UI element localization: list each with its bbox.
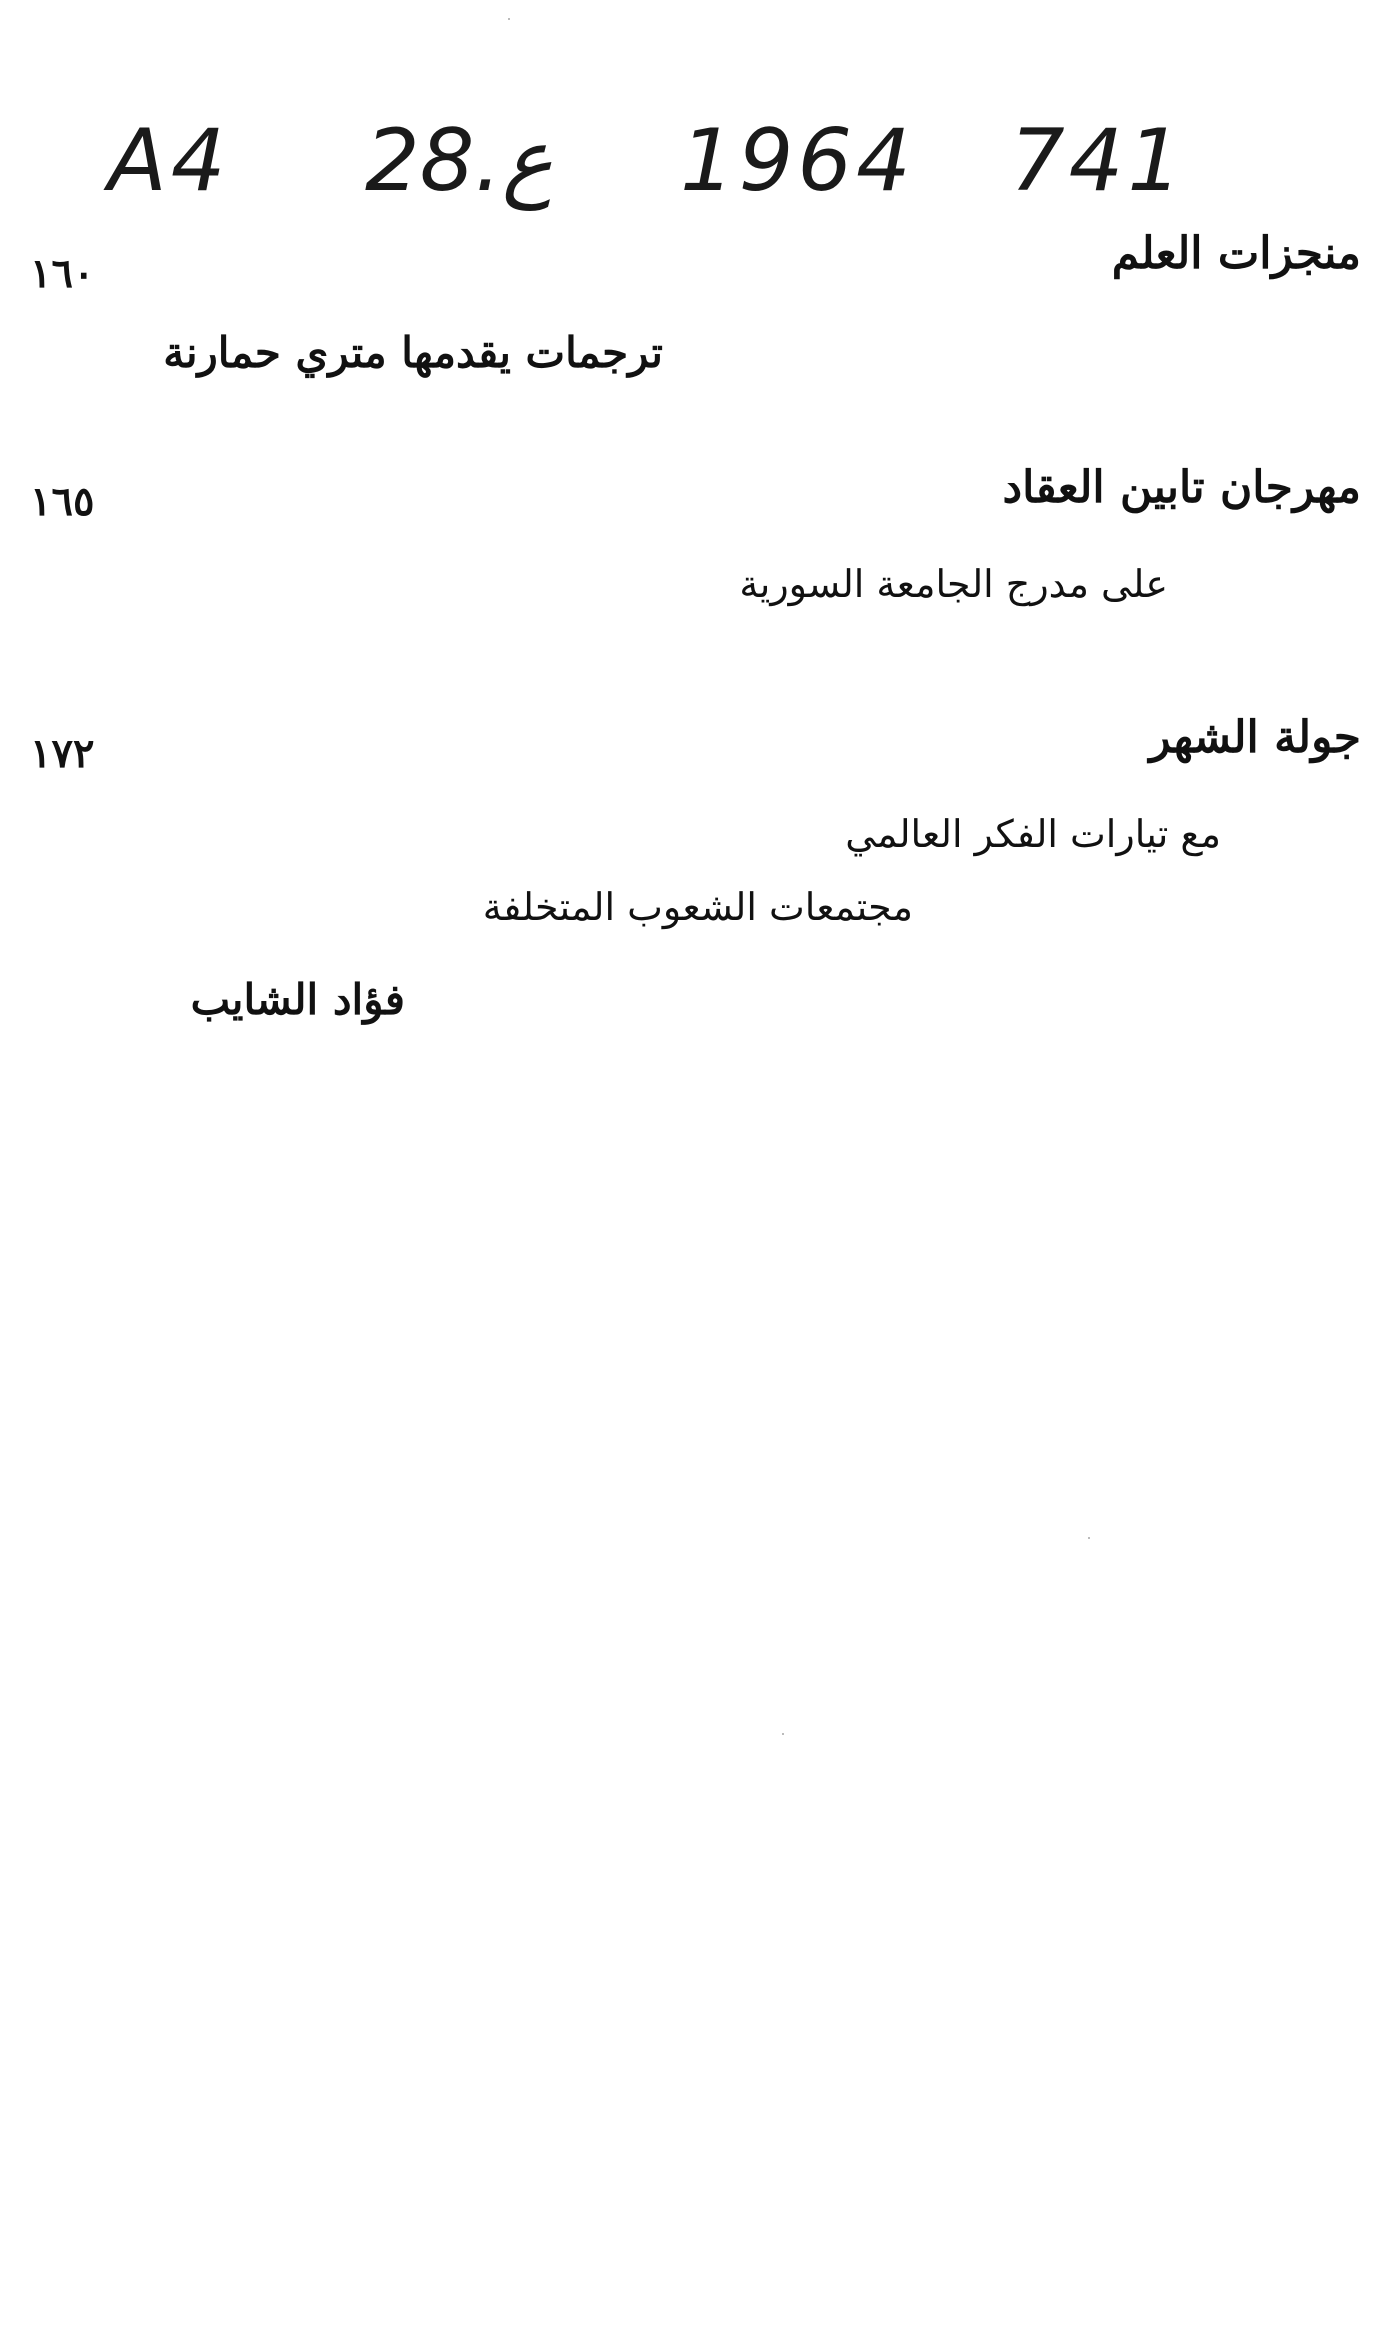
- entry-page-month-tour: ١٧٢: [30, 730, 95, 777]
- handwritten-date: 28.ع: [365, 111, 554, 211]
- handwritten-number: 741: [1010, 111, 1187, 211]
- entry-line-world-thought: مع تيارات الفكر العالمي: [845, 812, 1221, 856]
- handwritten-ref-code: A4: [108, 111, 230, 211]
- entry-line-underdeveloped-societies: مجتمعات الشعوب المتخلفة: [482, 885, 913, 929]
- entry-line-author: فؤاد الشايب: [190, 975, 405, 1024]
- scan-speck: [782, 1733, 784, 1735]
- entry-page-science: ١٦٠: [30, 250, 95, 297]
- scan-speck: [508, 18, 510, 20]
- scan-speck: [1088, 1537, 1090, 1539]
- entry-title-science: منجزات العلم: [1111, 228, 1361, 279]
- handwritten-year: 1964: [680, 111, 915, 211]
- entry-title-month-tour: جولة الشهر: [1149, 712, 1361, 763]
- entry-line-science-translations: ترجمات يقدمها متري حمارنة: [163, 328, 663, 377]
- entry-title-aqqad-festival: مهرجان تابين العقاد: [1002, 462, 1361, 513]
- entry-page-aqqad-festival: ١٦٥: [30, 478, 95, 525]
- entry-line-aqqad-venue: على مدرج الجامعة السورية: [739, 562, 1168, 606]
